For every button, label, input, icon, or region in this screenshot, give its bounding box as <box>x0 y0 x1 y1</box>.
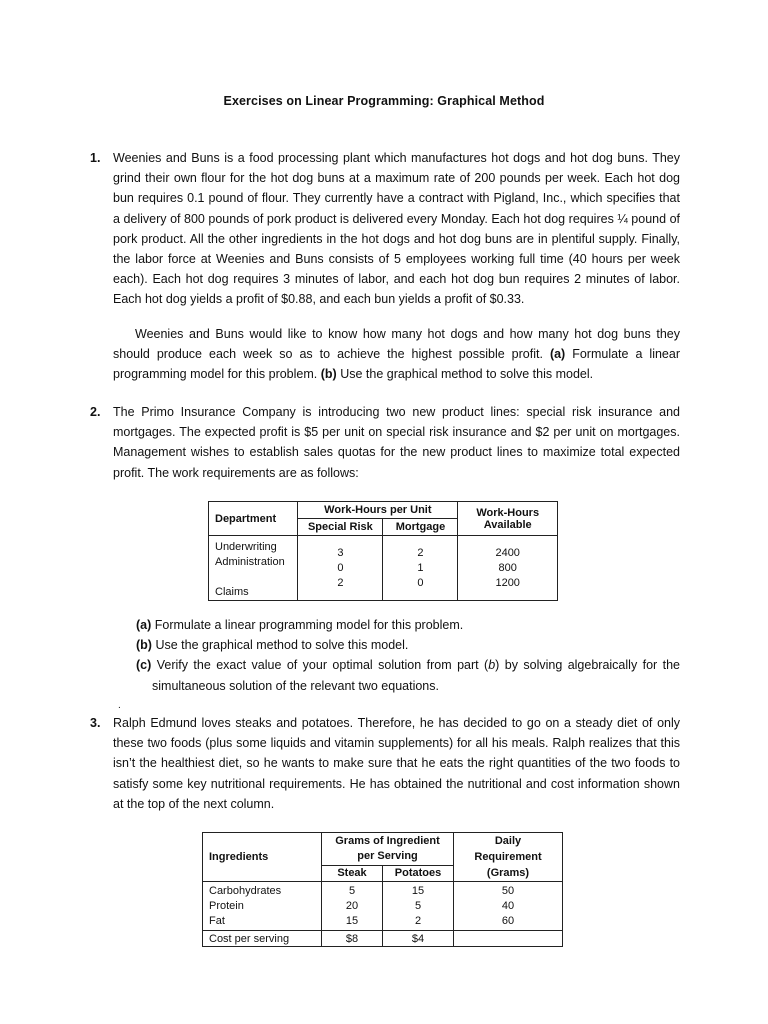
question-number: 2. <box>90 405 101 419</box>
col-header-grams: Grams of Ingredient per Serving <box>322 833 454 866</box>
col-header-available: Work-Hours Available <box>458 502 558 536</box>
col-header-mortgage: Mortgage <box>383 519 458 536</box>
col-header-special-risk: Special Risk <box>298 519 383 536</box>
question-1-paragraph-2: Weenies and Buns would like to know how many hot dogs and how many hot dog buns they should produce each week so as to achieve the highest possible profit. (a) Formulate a linear programming model for this problem. (b) Use the graphical method to solve this model. <box>113 326 680 382</box>
question-2-parts <box>136 615 680 696</box>
question-2-paragraph-1: The Primo Insurance Company is introducing two new product lines: special risk insurance and mortgages. The expected profit is $5 per unit on special risk insurance and $2 per unit on mortgages. Management wishes to establish sales quotas for the new product lines to maximize total expected profit. The work requirements are as follows: <box>113 405 680 480</box>
col-header-steak: Steak <box>322 865 383 881</box>
col-header-department: Department <box>209 502 298 536</box>
question-1 <box>90 148 680 384</box>
cost-potatoes-cell: $4 <box>383 931 454 947</box>
page-title: Exercises on Linear Programming: Graphical Method <box>223 94 545 108</box>
question-number: 1. <box>90 151 101 165</box>
cost-label-cell: Cost per serving <box>203 931 322 947</box>
question-2 <box>90 402 680 483</box>
col-header-ingredients: Ingredients <box>203 833 322 882</box>
question-3-paragraph-1: Ralph Edmund loves steaks and potatoes. Therefore, he has decided to go on a steady diet of only these two foods (plus some liquids and vitamin supplements) for all his meals. Ralph realizes that this isn’t the healthiest diet, so he wants to make sure that he eats the right quantities of the two foods to satisfy some key nutritional requirements. He has obtained the nutritional and cost information shown at the top of the next column. <box>113 716 680 811</box>
question-3 <box>90 713 680 814</box>
special-risk-cell: 3 0 2 <box>298 536 383 601</box>
question-1-paragraph-1: Weenies and Buns is a food processing plant which manufactures hot dogs and hot dog buns. They grind their own flour for the hot dog buns at a maximum rate of 200 pounds per week. Each hot dog bun requires 0.1 pound of flour. They currently have a contract with Pigland, Inc., which specifies that a delivery of 800 pounds of pork product is delivered every Monday. Each hot dog requires ¼ pound of pork product. All the other ingredients in the hot dogs and hot dog buns are in plentiful supply. Finally, the labor force at Weenies and Buns consists of 5 employees working full time (40 hours per week each). Each hot dog requires 3 minutes of labor, and each hot dog bun requires 2 minutes of labor. Each hot dog yields a profit of $0.88, and each bun yields a profit of $0.33. <box>113 151 680 307</box>
cost-empty-cell <box>454 931 563 947</box>
work-hours-table <box>208 501 558 601</box>
col-header-work-hours-per-unit: Work-Hours per Unit <box>298 502 458 519</box>
col-header-potatoes: Potatoes <box>383 865 454 881</box>
col-header-daily: Daily Requirement (Grams) <box>454 833 563 882</box>
department-cell: Underwriting Administration Claims <box>209 536 298 601</box>
daily-cell: 50 40 60 <box>454 882 563 931</box>
ingredients-cell: Carbohydrates Protein Fat <box>203 882 322 931</box>
cost-steak-cell: $8 <box>322 931 383 947</box>
potatoes-cell: 15 5 2 <box>383 882 454 931</box>
part-b: (b) Use the graphical method to solve this model. <box>136 638 409 653</box>
steak-cell: 5 20 15 <box>322 882 383 931</box>
question-number: 3. <box>90 716 101 730</box>
part-a: (a) Formulate a linear programming model for this problem. <box>136 618 464 632</box>
nutrition-table <box>202 832 563 947</box>
available-cell: 2400 800 1200 <box>458 536 558 601</box>
stray-dot: . <box>118 700 121 711</box>
mortgage-cell: 2 1 0 <box>383 536 458 601</box>
part-c: (c) Verify the exact value of your optimal solution from part (b) by solving algebraically for the simultaneous solution of the relevant two equations. <box>136 658 681 693</box>
